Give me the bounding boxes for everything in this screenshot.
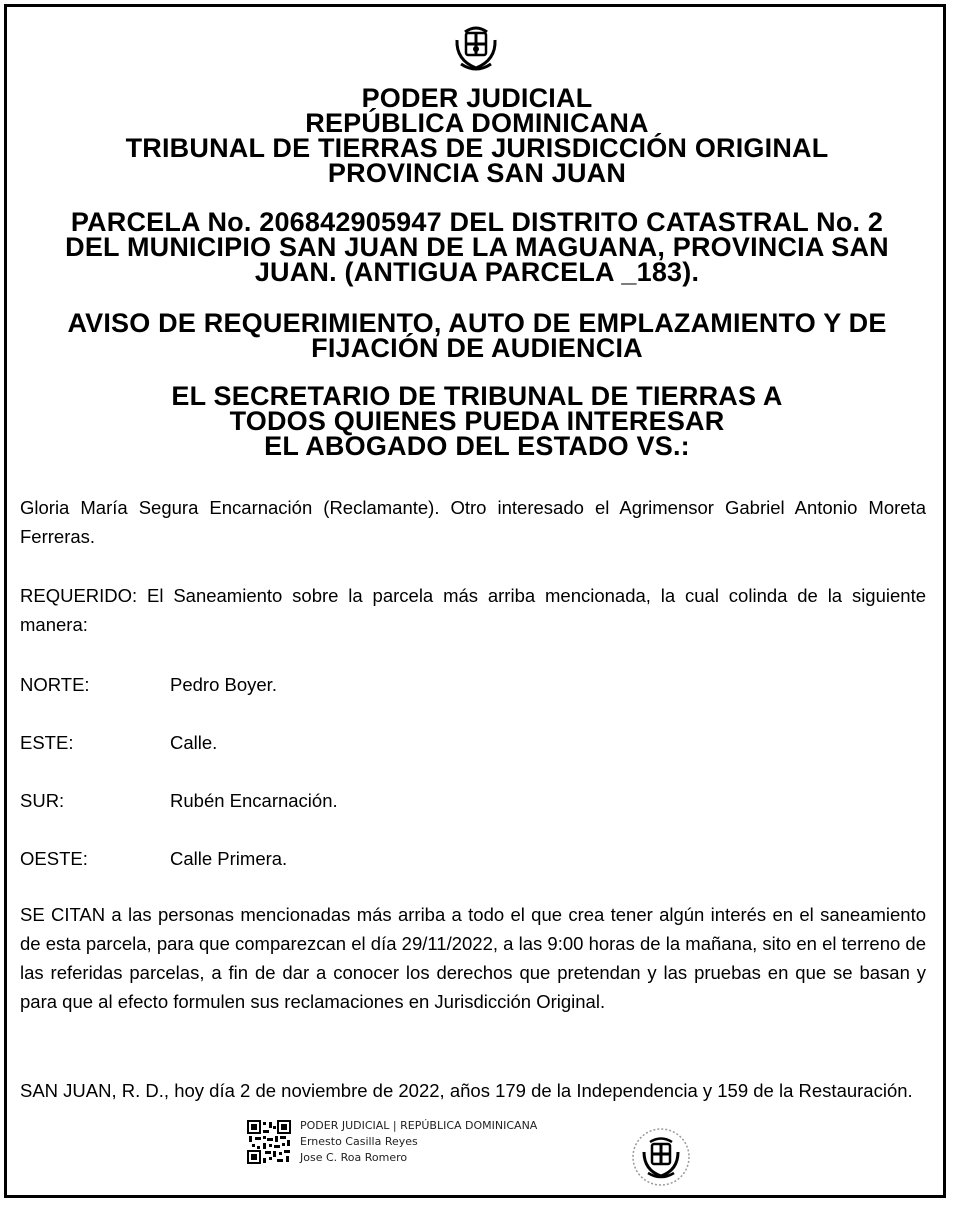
signature-signer: Jose C. Roa Romero <box>300 1151 408 1164</box>
boundary-label: OESTE: <box>20 848 88 869</box>
header-line: PODER JUDICIAL <box>361 83 593 113</box>
addressee-title <box>10 381 944 461</box>
boundary-value: Calle. <box>170 732 218 753</box>
coat-of-arms-icon <box>451 24 501 74</box>
notice-title <box>10 308 944 363</box>
court-header <box>10 83 944 188</box>
addressee-line: EL ABOGADO DEL ESTADO VS.: <box>264 431 690 461</box>
notice-line: AVISO DE REQUERIMIENTO, AUTO DE EMPLAZAMIENTO Y DE <box>67 308 887 338</box>
addressee-line: TODOS QUIENES PUEDA INTERESAR <box>229 406 725 436</box>
parcel-line: PARCELA No. 206842905947 DEL DISTRITO CATASTRAL No. 2 <box>70 207 884 237</box>
boundary-value: Calle Primera. <box>170 848 288 869</box>
boundary-label: ESTE: <box>20 732 74 753</box>
addressee-line: EL SECRETARIO DE TRIBUNAL DE TIERRAS A <box>171 381 783 411</box>
parcel-title <box>10 207 944 287</box>
signature-institution: PODER JUDICIAL | REPÚBLICA DOMINICANA <box>300 1119 538 1132</box>
parties-paragraph: Gloria María Segura Encarnación (Reclamante). Otro interesado el Agrimensor Gabriel Antonio Moreta Ferreras. <box>20 497 926 547</box>
boundary-value: Rubén Encarnación. <box>170 790 338 811</box>
signature-signer: Ernesto Casilla Reyes <box>300 1135 418 1148</box>
parcel-line: DEL MUNICIPIO SAN JUAN DE LA MAGUANA, PROVINCIA SAN <box>65 232 889 262</box>
boundary-label: SUR: <box>20 790 65 811</box>
citation-paragraph: SE CITAN a las personas mencionadas más arriba a todo el que crea tener algún interés en el saneamiento de esta parcela, para que comparezcan el día 29/11/2022, a las 9:00 horas de la mañana, sito en el terreno de las referidas parcelas, a fin de dar a conocer los derechos que pretendan y las pruebas en que se basan y para que al efecto formulen sus reclamaciones en Jurisdicción Original. <box>20 904 926 1012</box>
court-seal-stamp-icon <box>630 1126 692 1188</box>
notice-line: FIJACIÓN DE AUDIENCIA <box>311 333 643 363</box>
required-paragraph: REQUERIDO: El Saneamiento sobre la parcela más arriba mencionada, la cual colinda de la siguiente manera: <box>20 585 926 635</box>
parcel-line: JUAN. (ANTIGUA PARCELA _183). <box>254 257 700 287</box>
header-line: PROVINCIA SAN JUAN <box>327 158 627 188</box>
qr-code-icon[interactable] <box>247 1120 291 1164</box>
header-line: REPÚBLICA DOMINICANA <box>305 108 649 138</box>
header-line: TRIBUNAL DE TIERRAS DE JURISDICCIÓN ORIGINAL <box>125 133 829 163</box>
closing-paragraph: SAN JUAN, R. D., hoy día 2 de noviembre de 2022, años 179 de la Independencia y 159 de la Restauración. <box>20 1080 913 1101</box>
boundary-label: NORTE: <box>20 674 90 695</box>
boundary-value: Pedro Boyer. <box>170 674 277 695</box>
electronic-signature-block <box>300 1118 537 1166</box>
